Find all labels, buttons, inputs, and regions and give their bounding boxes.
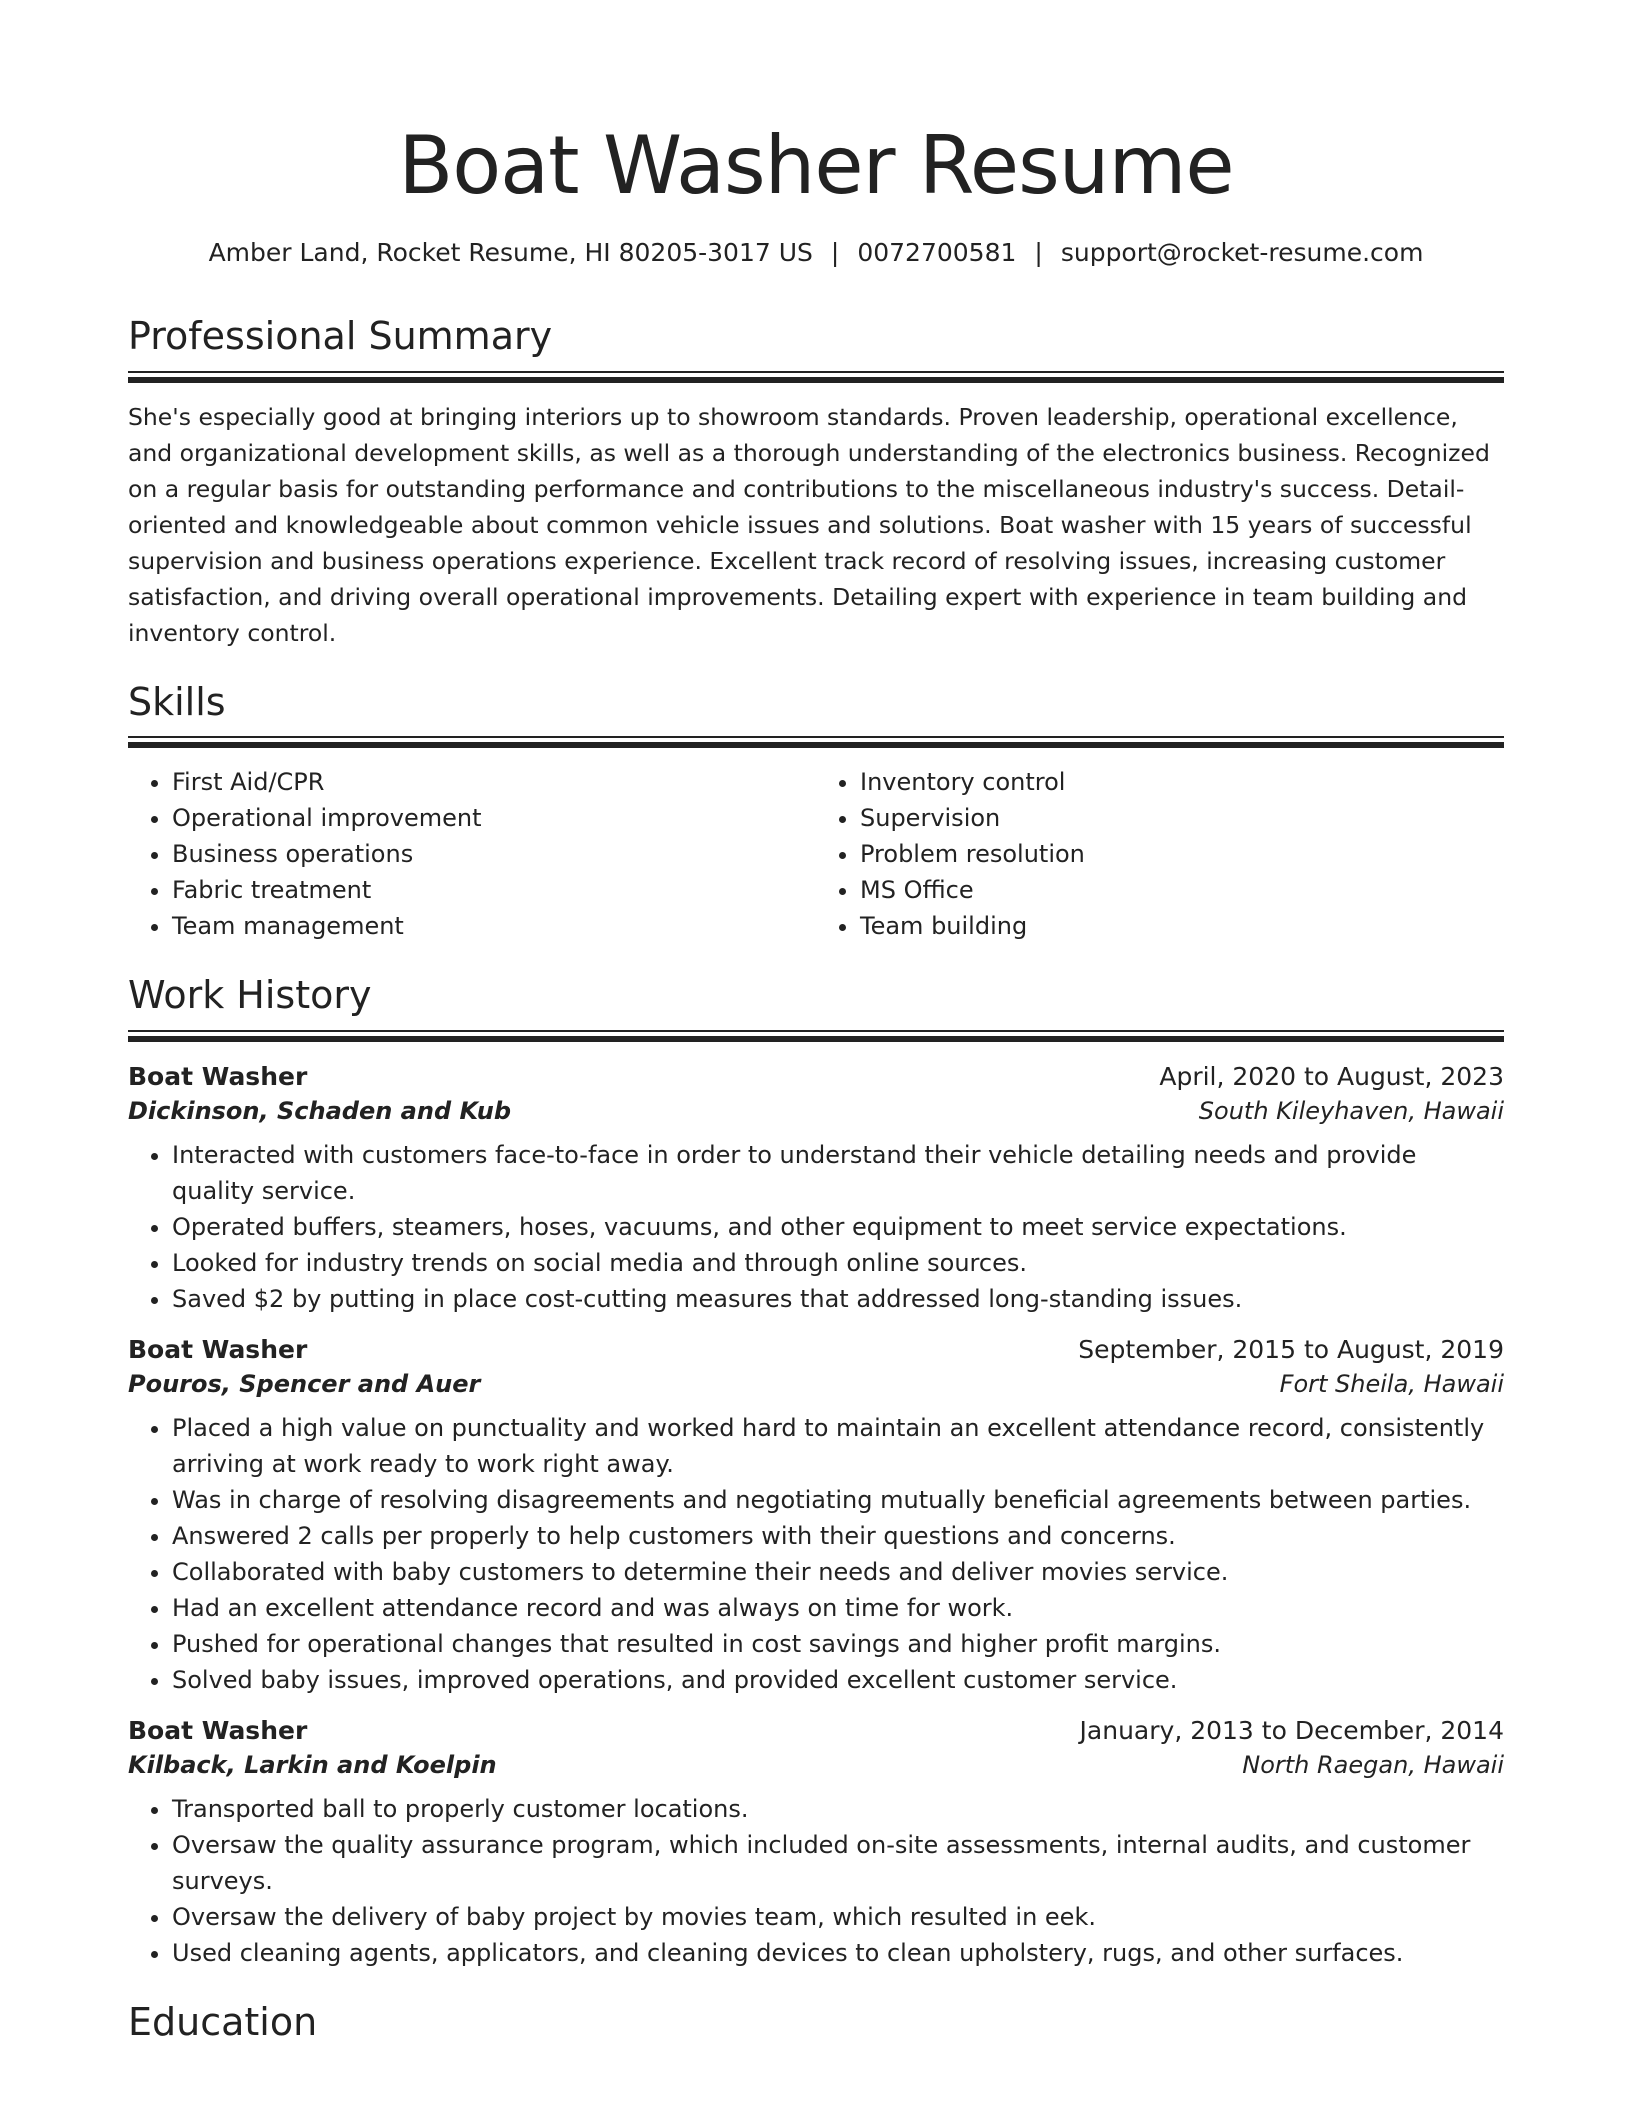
section-divider bbox=[128, 1030, 1504, 1044]
job-bullet: • Used cleaning agents, applicators, and cleaning devices to clean upholstery, rugs, and other surfaces. bbox=[172, 1935, 1504, 1971]
skill-item: • Problem resolution bbox=[860, 836, 1504, 872]
job-bullet: • Oversaw the delivery of baby project by movies team, which resulted in eek. bbox=[172, 1899, 1504, 1935]
job-title: Boat Washer bbox=[128, 1716, 308, 1746]
job-bullet: • Interacted with customers face-to-face in order to understand their vehicle detailing needs and provide quality service. bbox=[172, 1137, 1504, 1209]
summary-text: She's especially good at bringing interiors up to showroom standards. Proven leadership, operational excellence, and organizational development skills, as well as a thorough understanding of the electronics business. Recognized on a regular basis for outstanding performance and contributions to the miscellaneous industry's success. Detail-oriented and knowledgeable about common vehicle issues and solutions. Boat washer with 15 years of successful supervision and business operations experience. Excellent track record of resolving issues, increasing customer satisfaction, and driving overall operational improvements. Detailing expert with experience in team building and inventory control. bbox=[128, 402, 1490, 647]
job-bullet: • Oversaw the quality assurance program, which included on-site assessments, internal audits, and customer surveys. bbox=[172, 1827, 1504, 1899]
job-bullet: • Operated buffers, steamers, hoses, vacuums, and other equipment to meet service expectations. bbox=[172, 1209, 1504, 1245]
section-heading-summary: Professional Summary bbox=[128, 314, 553, 358]
section-divider bbox=[128, 736, 1504, 750]
job-dates: April, 2020 to August, 2023 bbox=[1159, 1062, 1504, 1092]
contact-line bbox=[128, 238, 1504, 267]
job-subheader bbox=[128, 1364, 1504, 1398]
job-subheader bbox=[128, 1745, 1504, 1779]
job-title: Boat Washer bbox=[128, 1335, 308, 1365]
job-company: Dickinson, Schaden and Kub bbox=[128, 1097, 512, 1126]
job-bullet: • Pushed for operational changes that resulted in cost savings and higher profit margins. bbox=[172, 1626, 1504, 1662]
work-history-section bbox=[128, 974, 1504, 1971]
skill-item: • First Aid/CPR bbox=[172, 764, 816, 800]
job-entry bbox=[128, 1062, 1504, 1317]
job-location: South Kileyhaven, Hawaii bbox=[1198, 1097, 1504, 1126]
contact-phone: 0072700581 bbox=[857, 238, 1017, 267]
job-bullet: • Saved $2 by putting in place cost-cutting measures that addressed long-standing issues. bbox=[172, 1281, 1504, 1317]
job-bullet: • Transported ball to properly customer locations. bbox=[172, 1791, 1504, 1827]
professional-summary-section bbox=[128, 315, 1504, 651]
job-subheader bbox=[128, 1091, 1504, 1125]
job-location: Fort Sheila, Hawaii bbox=[1279, 1370, 1504, 1399]
contact-separator: | bbox=[1034, 238, 1043, 267]
job-bullet: • Had an excellent attendance record and was always on time for work. bbox=[172, 1590, 1504, 1626]
job-bullet: • Looked for industry trends on social media and through online sources. bbox=[172, 1245, 1504, 1281]
skill-item: • MS Office bbox=[860, 872, 1504, 908]
skills-column-right bbox=[816, 764, 1504, 944]
job-bullet: • Collaborated with baby customers to determine their needs and deliver movies service. bbox=[172, 1554, 1504, 1590]
section-heading-work-history: Work History bbox=[128, 973, 372, 1018]
contact-separator: | bbox=[830, 238, 840, 267]
job-bullet: • Placed a high value on punctuality and worked hard to maintain an excellent attendance record, consistently arriving at work ready to work right away. bbox=[172, 1410, 1504, 1482]
skill-item: • Operational improvement bbox=[172, 800, 816, 836]
education-section bbox=[128, 2001, 1504, 2045]
job-company: Kilback, Larkin and Koelpin bbox=[128, 1751, 497, 1780]
job-entry bbox=[128, 1335, 1504, 1698]
job-bullets bbox=[128, 1791, 1504, 1971]
skills-column-left bbox=[128, 764, 816, 944]
skills-grid bbox=[128, 764, 1504, 944]
section-divider bbox=[128, 371, 1504, 385]
job-dates: September, 2015 to August, 2019 bbox=[1078, 1335, 1504, 1365]
skill-item: • Business operations bbox=[172, 836, 816, 872]
contact-address: Amber Land, Rocket Resume, HI 80205-3017 US bbox=[208, 238, 813, 267]
job-location: North Raegan, Hawaii bbox=[1242, 1751, 1504, 1780]
resume-title: Boat Washer Resume bbox=[398, 119, 1234, 212]
job-bullet: • Answered 2 calls per properly to help customers with their questions and concerns. bbox=[172, 1518, 1504, 1554]
job-entry bbox=[128, 1716, 1504, 1971]
skill-item: • Team building bbox=[860, 908, 1504, 944]
section-heading-education: Education bbox=[128, 2000, 318, 2045]
contact-email: support@rocket-resume.com bbox=[1060, 238, 1424, 267]
job-bullet: • Was in charge of resolving disagreements and negotiating mutually beneficial agreements between parties. bbox=[172, 1482, 1504, 1518]
skill-item: • Inventory control bbox=[860, 764, 1504, 800]
job-header bbox=[128, 1716, 1504, 1745]
job-dates: January, 2013 to December, 2014 bbox=[1079, 1716, 1504, 1746]
skills-section bbox=[128, 681, 1504, 945]
job-header bbox=[128, 1335, 1504, 1364]
job-company: Pouros, Spencer and Auer bbox=[128, 1370, 481, 1399]
skill-item: • Fabric treatment bbox=[172, 872, 816, 908]
skill-item: • Supervision bbox=[860, 800, 1504, 836]
section-heading-skills: Skills bbox=[128, 679, 226, 724]
job-header bbox=[128, 1062, 1504, 1091]
job-bullets bbox=[128, 1410, 1504, 1698]
job-title: Boat Washer bbox=[128, 1062, 308, 1092]
job-bullet: • Solved baby issues, improved operations, and provided excellent customer service. bbox=[172, 1662, 1504, 1698]
skill-item: • Team management bbox=[172, 908, 816, 944]
job-bullets bbox=[128, 1137, 1504, 1317]
